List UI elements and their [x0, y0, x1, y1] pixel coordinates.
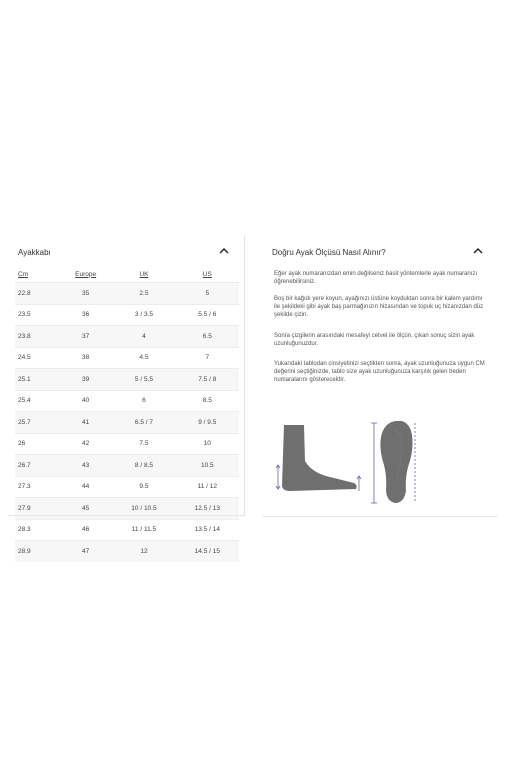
guide-paragraph-intro: Eğer ayak numaranızdan emin değilseniz basit yöntemlerle ayak numaranızı öğrenebilirsiniz.	[274, 271, 478, 285]
cell-us: 14.5 / 15	[176, 541, 239, 562]
table-row	[15, 347, 239, 369]
cell-europe: 36	[59, 304, 112, 326]
cell-cm: 23.5	[15, 304, 59, 326]
cell-europe: 43	[59, 455, 112, 477]
cell-cm: 25.7	[15, 412, 59, 434]
cell-uk: 12	[112, 541, 175, 562]
cell-europe: 38	[59, 347, 112, 369]
cell-us: 10	[176, 433, 239, 455]
foot-measurement-illustration	[274, 421, 489, 507]
cell-us: 10.5	[176, 455, 239, 477]
cell-cm: 27.3	[15, 476, 59, 498]
cell-us: 7.5 / 8	[176, 369, 239, 391]
cell-europe: 42	[59, 433, 112, 455]
cell-europe: 47	[59, 541, 112, 562]
cell-uk: 7.5	[112, 433, 175, 455]
cell-cm: 27.9	[15, 498, 59, 520]
cell-cm: 28.9	[15, 541, 59, 562]
cell-uk: 5 / 5.5	[112, 369, 175, 391]
chevron-up-icon[interactable]	[218, 246, 230, 256]
cell-uk: 6.5 / 7	[112, 412, 175, 434]
table-row	[15, 326, 239, 348]
cell-europe: 46	[59, 519, 112, 541]
column-header-us[interactable]: US	[202, 270, 212, 278]
cell-us: 5	[176, 283, 239, 305]
column-header-cm[interactable]: Cm	[18, 270, 29, 278]
column-header-uk[interactable]: UK	[139, 270, 149, 278]
cell-us: 7	[176, 347, 239, 369]
cell-cm: 25.1	[15, 369, 59, 391]
cell-uk: 3 / 3.5	[112, 304, 175, 326]
table-row	[15, 541, 239, 562]
shoe-size-panel-title: Ayakkabı	[18, 248, 51, 257]
cell-cm: 26.7	[15, 455, 59, 477]
table-row	[15, 283, 239, 305]
table-row	[15, 519, 239, 541]
table-row	[15, 369, 239, 391]
cell-cm: 25.4	[15, 390, 59, 412]
measure-guide-title: Doğru Ayak Ölçüsü Nasıl Alınır?	[272, 248, 386, 257]
cell-us: 5.5 / 6	[176, 304, 239, 326]
cell-uk: 6	[112, 390, 175, 412]
cell-us: 6.5	[176, 326, 239, 348]
cell-uk: 9.5	[112, 476, 175, 498]
cell-europe: 44	[59, 476, 112, 498]
cell-us: 8.5	[176, 390, 239, 412]
chevron-up-icon[interactable]	[472, 246, 484, 256]
cell-europe: 39	[59, 369, 112, 391]
table-row	[15, 433, 239, 455]
cell-uk: 8 / 8.5	[112, 455, 175, 477]
shoe-size-panel	[8, 236, 245, 555]
cell-uk: 4	[112, 326, 175, 348]
cell-us: 13.5 / 14	[176, 519, 239, 541]
cell-cm: 24.5	[15, 347, 59, 369]
cell-us: 12.5 / 13	[176, 498, 239, 520]
table-row	[15, 304, 239, 326]
cell-cm: 23.8	[15, 326, 59, 348]
cell-cm: 22.8	[15, 283, 59, 305]
foot-sole-view-icon	[371, 421, 415, 503]
guide-paragraph-drawing: Boş bir kağıdı yere koyun, ayağınızı üstüne koyduktan sonra bir kalem yardımı ile şekildeki gibi ayak baş parmağınızın hizasından ve topuk uç hizanızdan düz şekilde çizin.	[274, 296, 484, 318]
table-row	[15, 390, 239, 412]
table-row	[15, 498, 239, 520]
size-table	[15, 266, 239, 562]
cell-cm: 28.3	[15, 519, 59, 541]
guide-paragraph-measure: Sonra çizgilerin arasındaki mesafeyi cetvel ile ölçün, çıkan sonuç sizin ayak uzunluğunuzdur.	[274, 333, 475, 347]
guide-paragraph-table: Yukarıdaki tablodan cinsiyetinizi seçtikten sonra, ayak uzunluğunuza uygun CM değerini seçtiğinizde, tablo size ayak uzunluğunuza karşılık gelen beden numaralarını gösterecektir.	[274, 361, 485, 383]
cell-us: 9 / 9.5	[176, 412, 239, 434]
cell-us: 11 / 12	[176, 476, 239, 498]
table-row	[15, 476, 239, 498]
size-table-header-row	[15, 266, 239, 283]
cell-europe: 41	[59, 412, 112, 434]
foot-side-view-icon	[276, 425, 361, 491]
table-row	[15, 412, 239, 434]
table-row	[15, 455, 239, 477]
cell-europe: 37	[59, 326, 112, 348]
cell-europe: 45	[59, 498, 112, 520]
cell-europe: 35	[59, 283, 112, 305]
size-table-body	[15, 283, 239, 562]
cell-uk: 2.5	[112, 283, 175, 305]
cell-uk: 4.5	[112, 347, 175, 369]
cell-cm: 26	[15, 433, 59, 455]
measure-guide-panel	[262, 236, 498, 517]
cell-uk: 11 / 11.5	[112, 519, 175, 541]
cell-uk: 10 / 10.5	[112, 498, 175, 520]
column-header-europe[interactable]: Europe	[75, 270, 97, 278]
cell-europe: 40	[59, 390, 112, 412]
